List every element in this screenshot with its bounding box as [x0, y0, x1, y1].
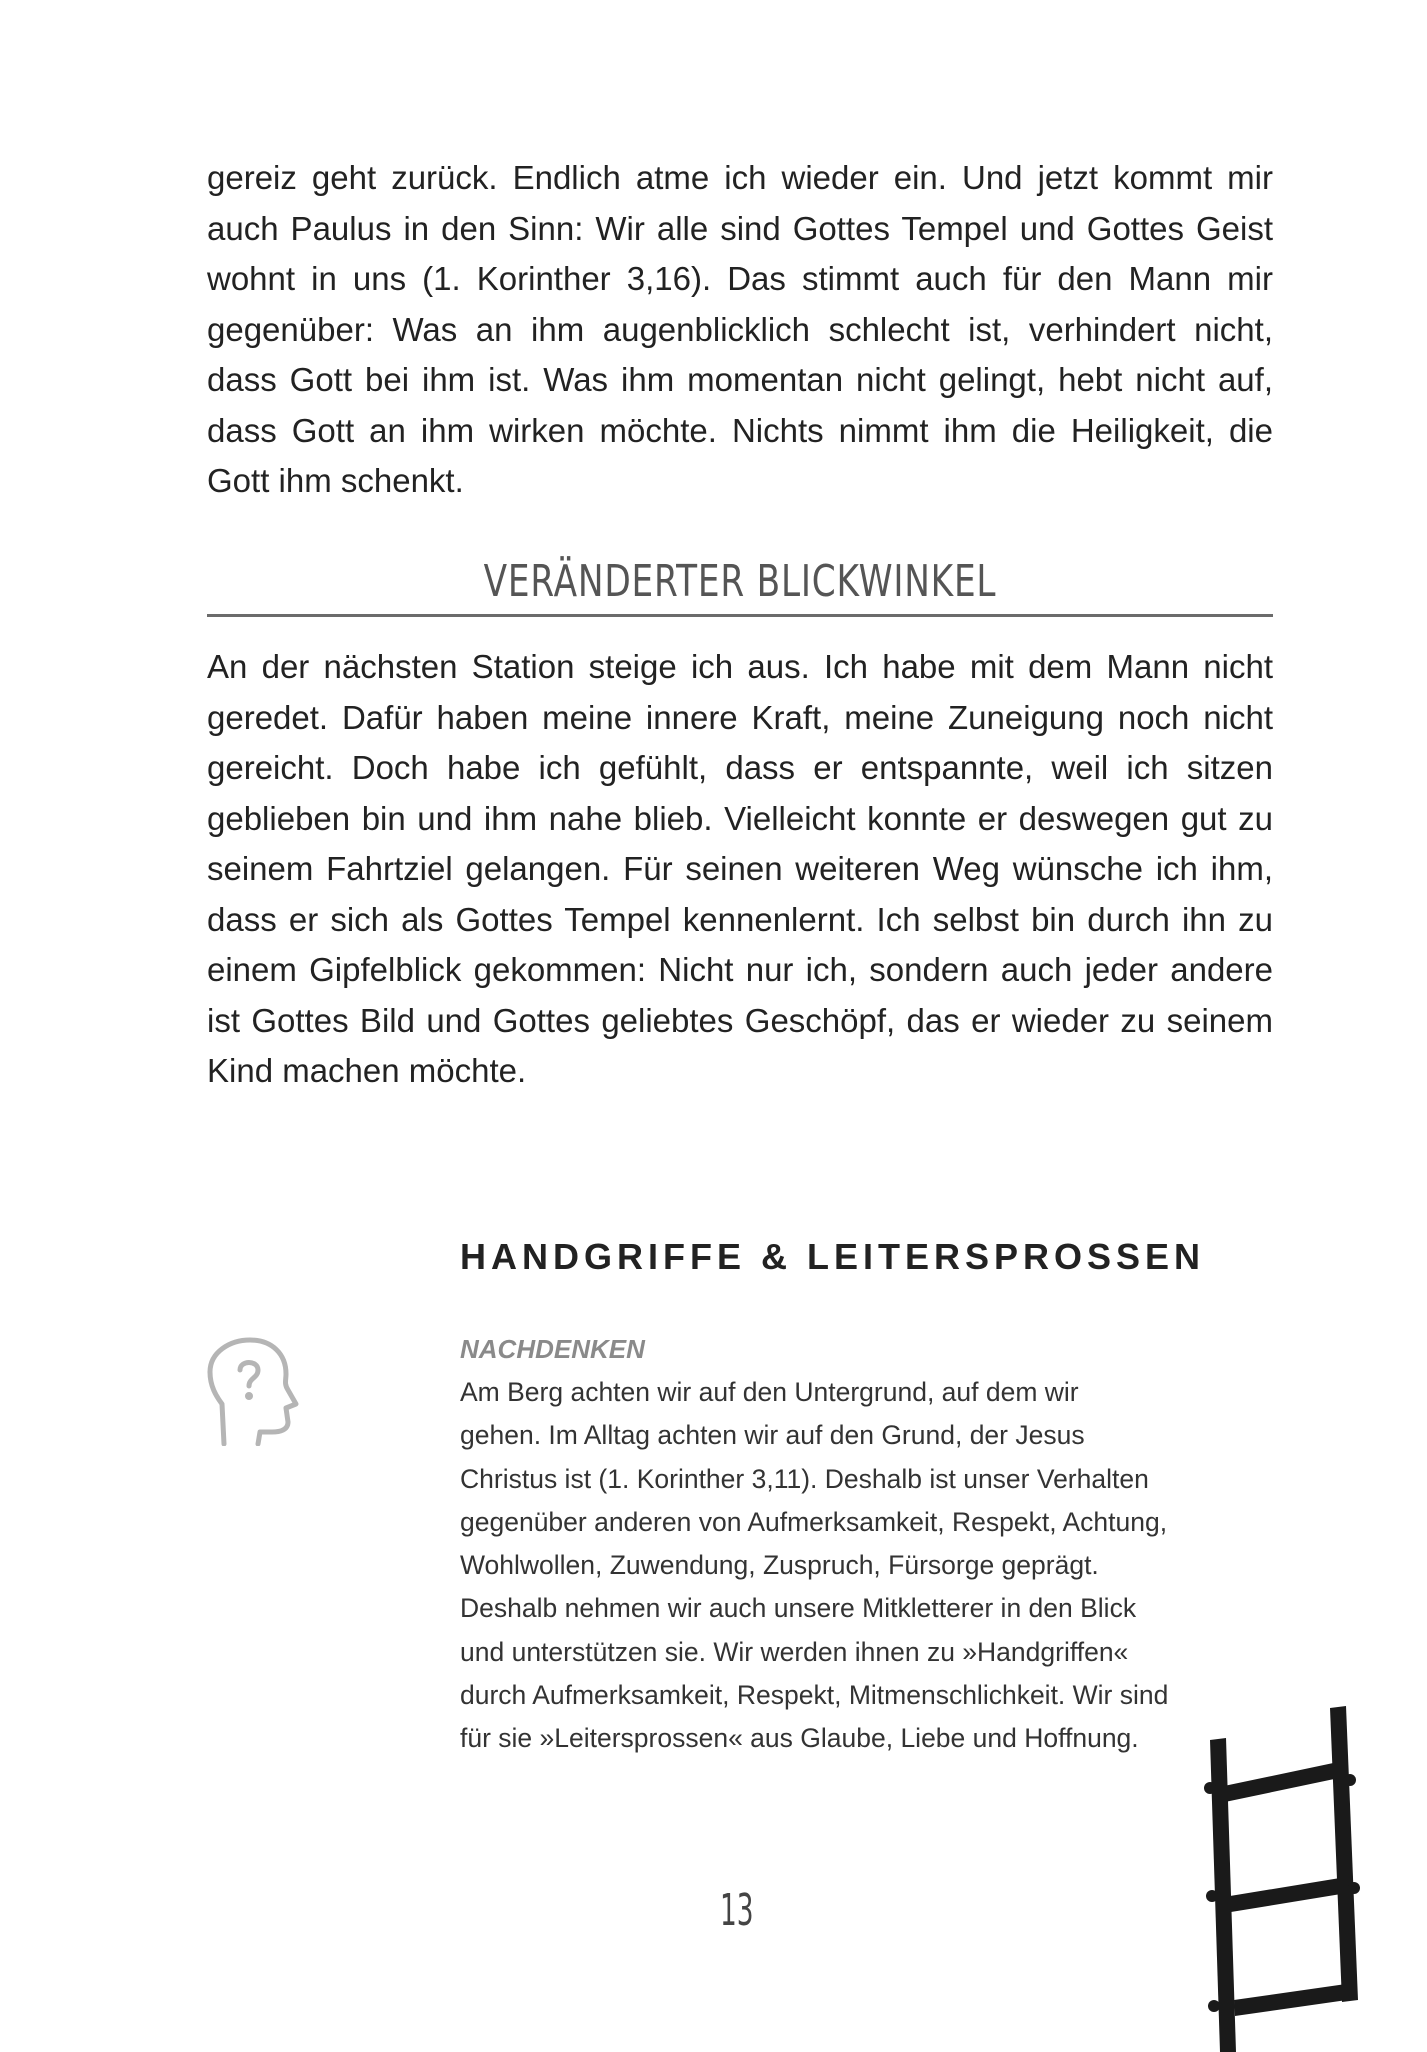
box-text-line: und unterstützen sie. Wir werden ihnen zu »Handgriffen«	[460, 1636, 1129, 1667]
box-text-line: Deshalb nehmen wir auch unsere Mitkletterer in den Blick	[460, 1593, 1137, 1624]
box-text-line: Am Berg achten wir auf den Untergrund, auf dem wir	[460, 1377, 1079, 1407]
box-text-line: Christus ist (1. Korinther 3,11). Deshalb ist unser Verhalten	[460, 1463, 1149, 1494]
body-paragraph-1: gereiz geht zurück. Endlich atme ich wieder ein. Und jetzt kommt mir auch Paulus in den Sinn: Wir alle sind Gottes Tempel und Gottes Geist wohnt in uns (1. Korinther 3,16). Das stimmt auch für den Mann mir gegenüber: Was an ihm augenblicklich schlecht ist, verhindert nicht, dass Gott bei ihm ist. Was ihm momentan nicht gelingt, hebt nicht auf, dass Gott an ihm wirken möchte. Nichts nimmt ihm die Heiligkeit, die Gott ihm schenkt.	[207, 159, 1273, 499]
section-heading: VERÄNDERTER BLICKWINKEL	[483, 556, 997, 607]
box-subheading: NACHDENKEN	[460, 1334, 645, 1364]
box-text-line: gegenüber anderen von Aufmerksamkeit, Respekt, Achtung,	[460, 1506, 1168, 1537]
section-divider	[207, 614, 1273, 617]
box-text-line: durch Aufmerksamkeit, Respekt, Mitmenschlichkeit. Wir sind	[460, 1680, 1169, 1711]
box-text-line: Wohlwollen, Zuwendung, Zuspruch, Fürsorge geprägt.	[460, 1550, 1099, 1581]
box-text-line: für sie »Leitersprossen« aus Glaube, Liebe und Hoffnung.	[460, 1723, 1139, 1754]
body-paragraph-2: An der nächsten Station steige ich aus. Ich habe mit dem Mann nicht geredet. Dafür haben meine innere Kraft, meine Zuneigung noch nicht gereicht. Doch habe ich gefühlt, dass er entspannte, weil ich sitzen geblieben bin und ihm nahe blieb. Vielleicht konnte er deswegen gut zu seinem Fahrtziel gelangen. Für seinen weiteren Weg wünsche ich ihm, dass er sich als Gottes Tempel kennenlernt. Ich selbst bin durch ihn zu einem Gipfelblick gekommen: Nicht nur ich, sondern auch jeder andere ist Gottes Bild und Gottes geliebtes Geschöpf, das er wieder zu seinem Kind machen möchte.	[207, 648, 1273, 1089]
box-heading: HANDGRIFFE & LEITERSPROSSEN	[460, 1236, 1206, 1277]
head-question-icon	[200, 1334, 300, 1446]
page-number: 13	[720, 1885, 754, 1936]
box-text	[460, 1371, 1240, 1761]
box-text-line: gehen. Im Alltag achten wir auf den Grund, der Jesus	[460, 1420, 1085, 1451]
ladder-icon	[1200, 1700, 1370, 2052]
